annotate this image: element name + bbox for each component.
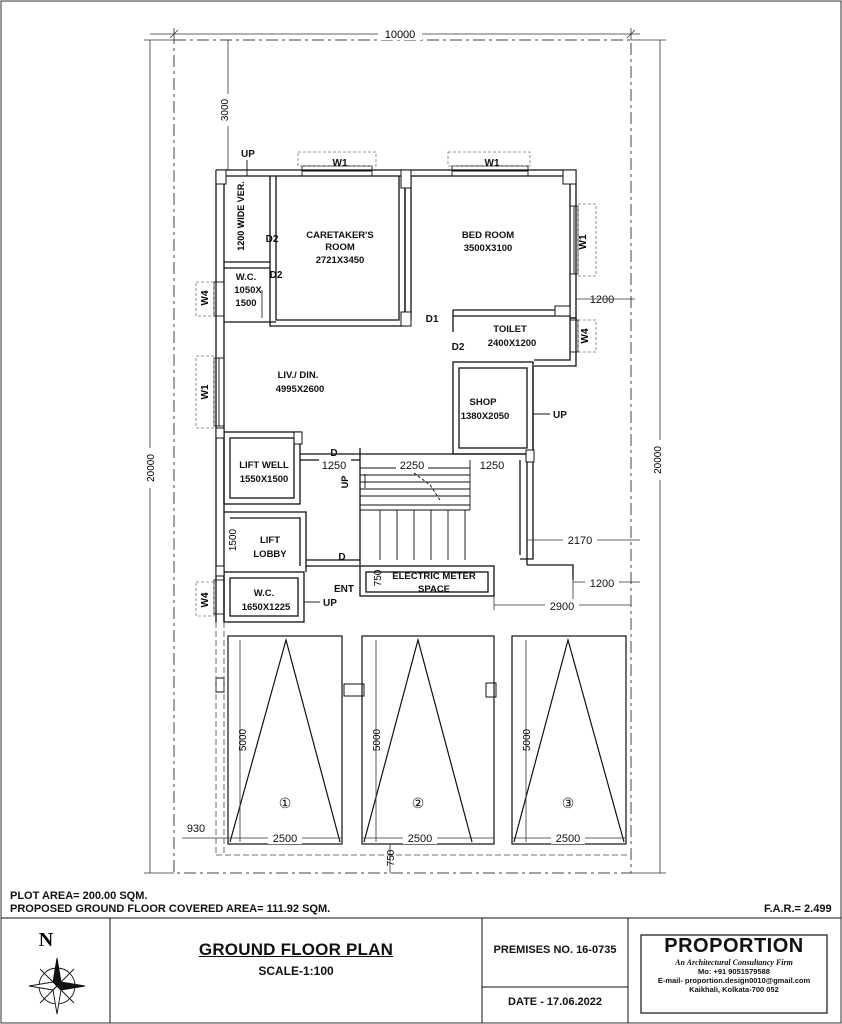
drawing-title-box xyxy=(110,940,482,978)
dim-5000-bay-2: 5000 xyxy=(372,728,383,752)
dim-2500-bay-1: 2500 xyxy=(272,833,298,845)
parking-bays xyxy=(228,636,626,844)
window-tag-w1-living: W1 xyxy=(200,384,211,400)
sheet-border xyxy=(1,1,841,1023)
premises-number: PREMISES NO. 16-0735 xyxy=(493,944,617,956)
overall-depth-right-label: 20000 xyxy=(653,446,664,474)
overall-width-label: 10000 xyxy=(384,29,416,41)
electric-label-1: ELECTRIC METER xyxy=(392,571,476,582)
door-tag-d2-caretaker: D2 xyxy=(265,234,279,245)
bedroom-size: 3500X3100 xyxy=(463,243,513,254)
door-tag-d2-wc1: D2 xyxy=(269,270,283,281)
dim-1500-lobby: 1500 xyxy=(228,528,239,552)
door-tag-d-ent: D xyxy=(338,552,346,563)
parking-bay-3-number: ③ xyxy=(561,795,575,811)
lift-well-label: LIFT WELL xyxy=(239,460,289,471)
wc1-size-2: 1500 xyxy=(235,298,257,309)
firm-block xyxy=(641,935,827,994)
living-label: LIV./ DIN. xyxy=(277,370,319,381)
firm-tagline: An Architectural Consultancy Firm xyxy=(675,958,793,967)
toilet-label: TOILET xyxy=(493,324,527,335)
overall-depth-left-label: 20000 xyxy=(146,454,157,482)
firm-name: PROPORTION xyxy=(664,935,804,957)
drawing-scale: SCALE-1:100 xyxy=(258,964,334,978)
wc1-size-1: 1050X xyxy=(234,285,262,296)
door-tag-d2-toilet: D2 xyxy=(451,342,465,353)
window-tag-w4-wc2: W4 xyxy=(200,592,211,608)
plot-area-note: PLOT AREA= 200.00 SQM. xyxy=(10,890,148,902)
up-label-verandah: UP xyxy=(241,149,255,160)
covered-area-note: PROPOSED GROUND FLOOR COVERED AREA= 111.92 SQM. xyxy=(10,903,331,915)
window-tag-w1-bedroom: W1 xyxy=(484,158,500,169)
dim-1200-toilet: 1200 xyxy=(589,294,615,306)
parking-bay-1-number: ① xyxy=(278,795,292,811)
dim-5000-bay-1: 5000 xyxy=(238,728,249,752)
shop-label: SHOP xyxy=(469,397,497,408)
electric-label-2: SPACE xyxy=(417,584,451,595)
firm-mobile: Mo: +91 9051579588 xyxy=(698,967,770,976)
firm-address: Kaikhali, Kolkata-700 052 xyxy=(689,985,779,994)
dim-2250-stair: 2250 xyxy=(399,460,425,472)
caretaker-label-1: CARETAKER'S xyxy=(306,230,374,241)
far-note: F.A.R.= 2.499 xyxy=(764,903,832,915)
drawing-title: GROUND FLOOR PLAN xyxy=(198,940,394,959)
lift-well-size: 1550X1500 xyxy=(239,474,289,485)
dim-1200-meter: 1200 xyxy=(589,578,615,590)
window-tag-w4-wc1: W4 xyxy=(200,290,211,306)
dim-930: 930 xyxy=(186,823,206,835)
stair-up-label: UP xyxy=(340,475,350,489)
ent-label: ENT xyxy=(334,584,354,595)
lift-lobby-label-2: LOBBY xyxy=(253,549,287,560)
shop-size: 1380X2050 xyxy=(460,411,510,422)
dim-5000-bay-3: 5000 xyxy=(522,728,533,752)
staircase xyxy=(360,460,470,560)
north-arrow-icon xyxy=(29,958,85,1014)
bedroom-label: BED ROOM xyxy=(461,230,515,241)
dim-1250-left: 1250 xyxy=(321,460,347,472)
front-setback-label: 3000 xyxy=(220,98,231,122)
dim-1250-right: 1250 xyxy=(479,460,505,472)
up-label-shop: UP xyxy=(553,410,567,421)
verandah-label: 1200 WIDE VER. xyxy=(236,181,246,251)
dim-2500-bay-3: 2500 xyxy=(555,833,581,845)
dim-2900: 2900 xyxy=(549,601,575,613)
window-tag-w4-toilet: W4 xyxy=(580,328,591,344)
wc1-label: W.C. xyxy=(235,272,257,283)
firm-email: E-mail- proportion.design0010@gmail.com xyxy=(657,976,811,985)
dim-2500-bay-2: 2500 xyxy=(407,833,433,845)
north-label: N xyxy=(38,929,54,951)
drawing-date: DATE - 17.06.2022 xyxy=(508,996,602,1008)
door-tag-d1: D1 xyxy=(425,314,439,325)
door-tag-d-stair: D xyxy=(330,448,338,459)
caretaker-label-2: ROOM xyxy=(325,242,355,253)
window-projections xyxy=(196,152,596,616)
window-tag-w1-caretaker: W1 xyxy=(332,158,348,169)
living-size: 4995X2600 xyxy=(275,384,325,395)
dim-750-front: 750 xyxy=(386,849,397,867)
lift-lobby-label-1: LIFT xyxy=(259,535,281,546)
window-tag-w1-bedroom-side: W1 xyxy=(578,234,589,250)
parking-bay-2-number: ② xyxy=(411,795,425,811)
up-label-wc2: UP xyxy=(323,598,337,609)
dim-2170: 2170 xyxy=(567,535,593,547)
caretaker-size: 2721X3450 xyxy=(315,255,365,266)
dim-750-meter: 750 xyxy=(373,569,384,587)
wc2-label: W.C. xyxy=(253,588,275,599)
toilet-size: 2400X1200 xyxy=(487,338,537,349)
wc2-size: 1650X1225 xyxy=(241,602,291,613)
